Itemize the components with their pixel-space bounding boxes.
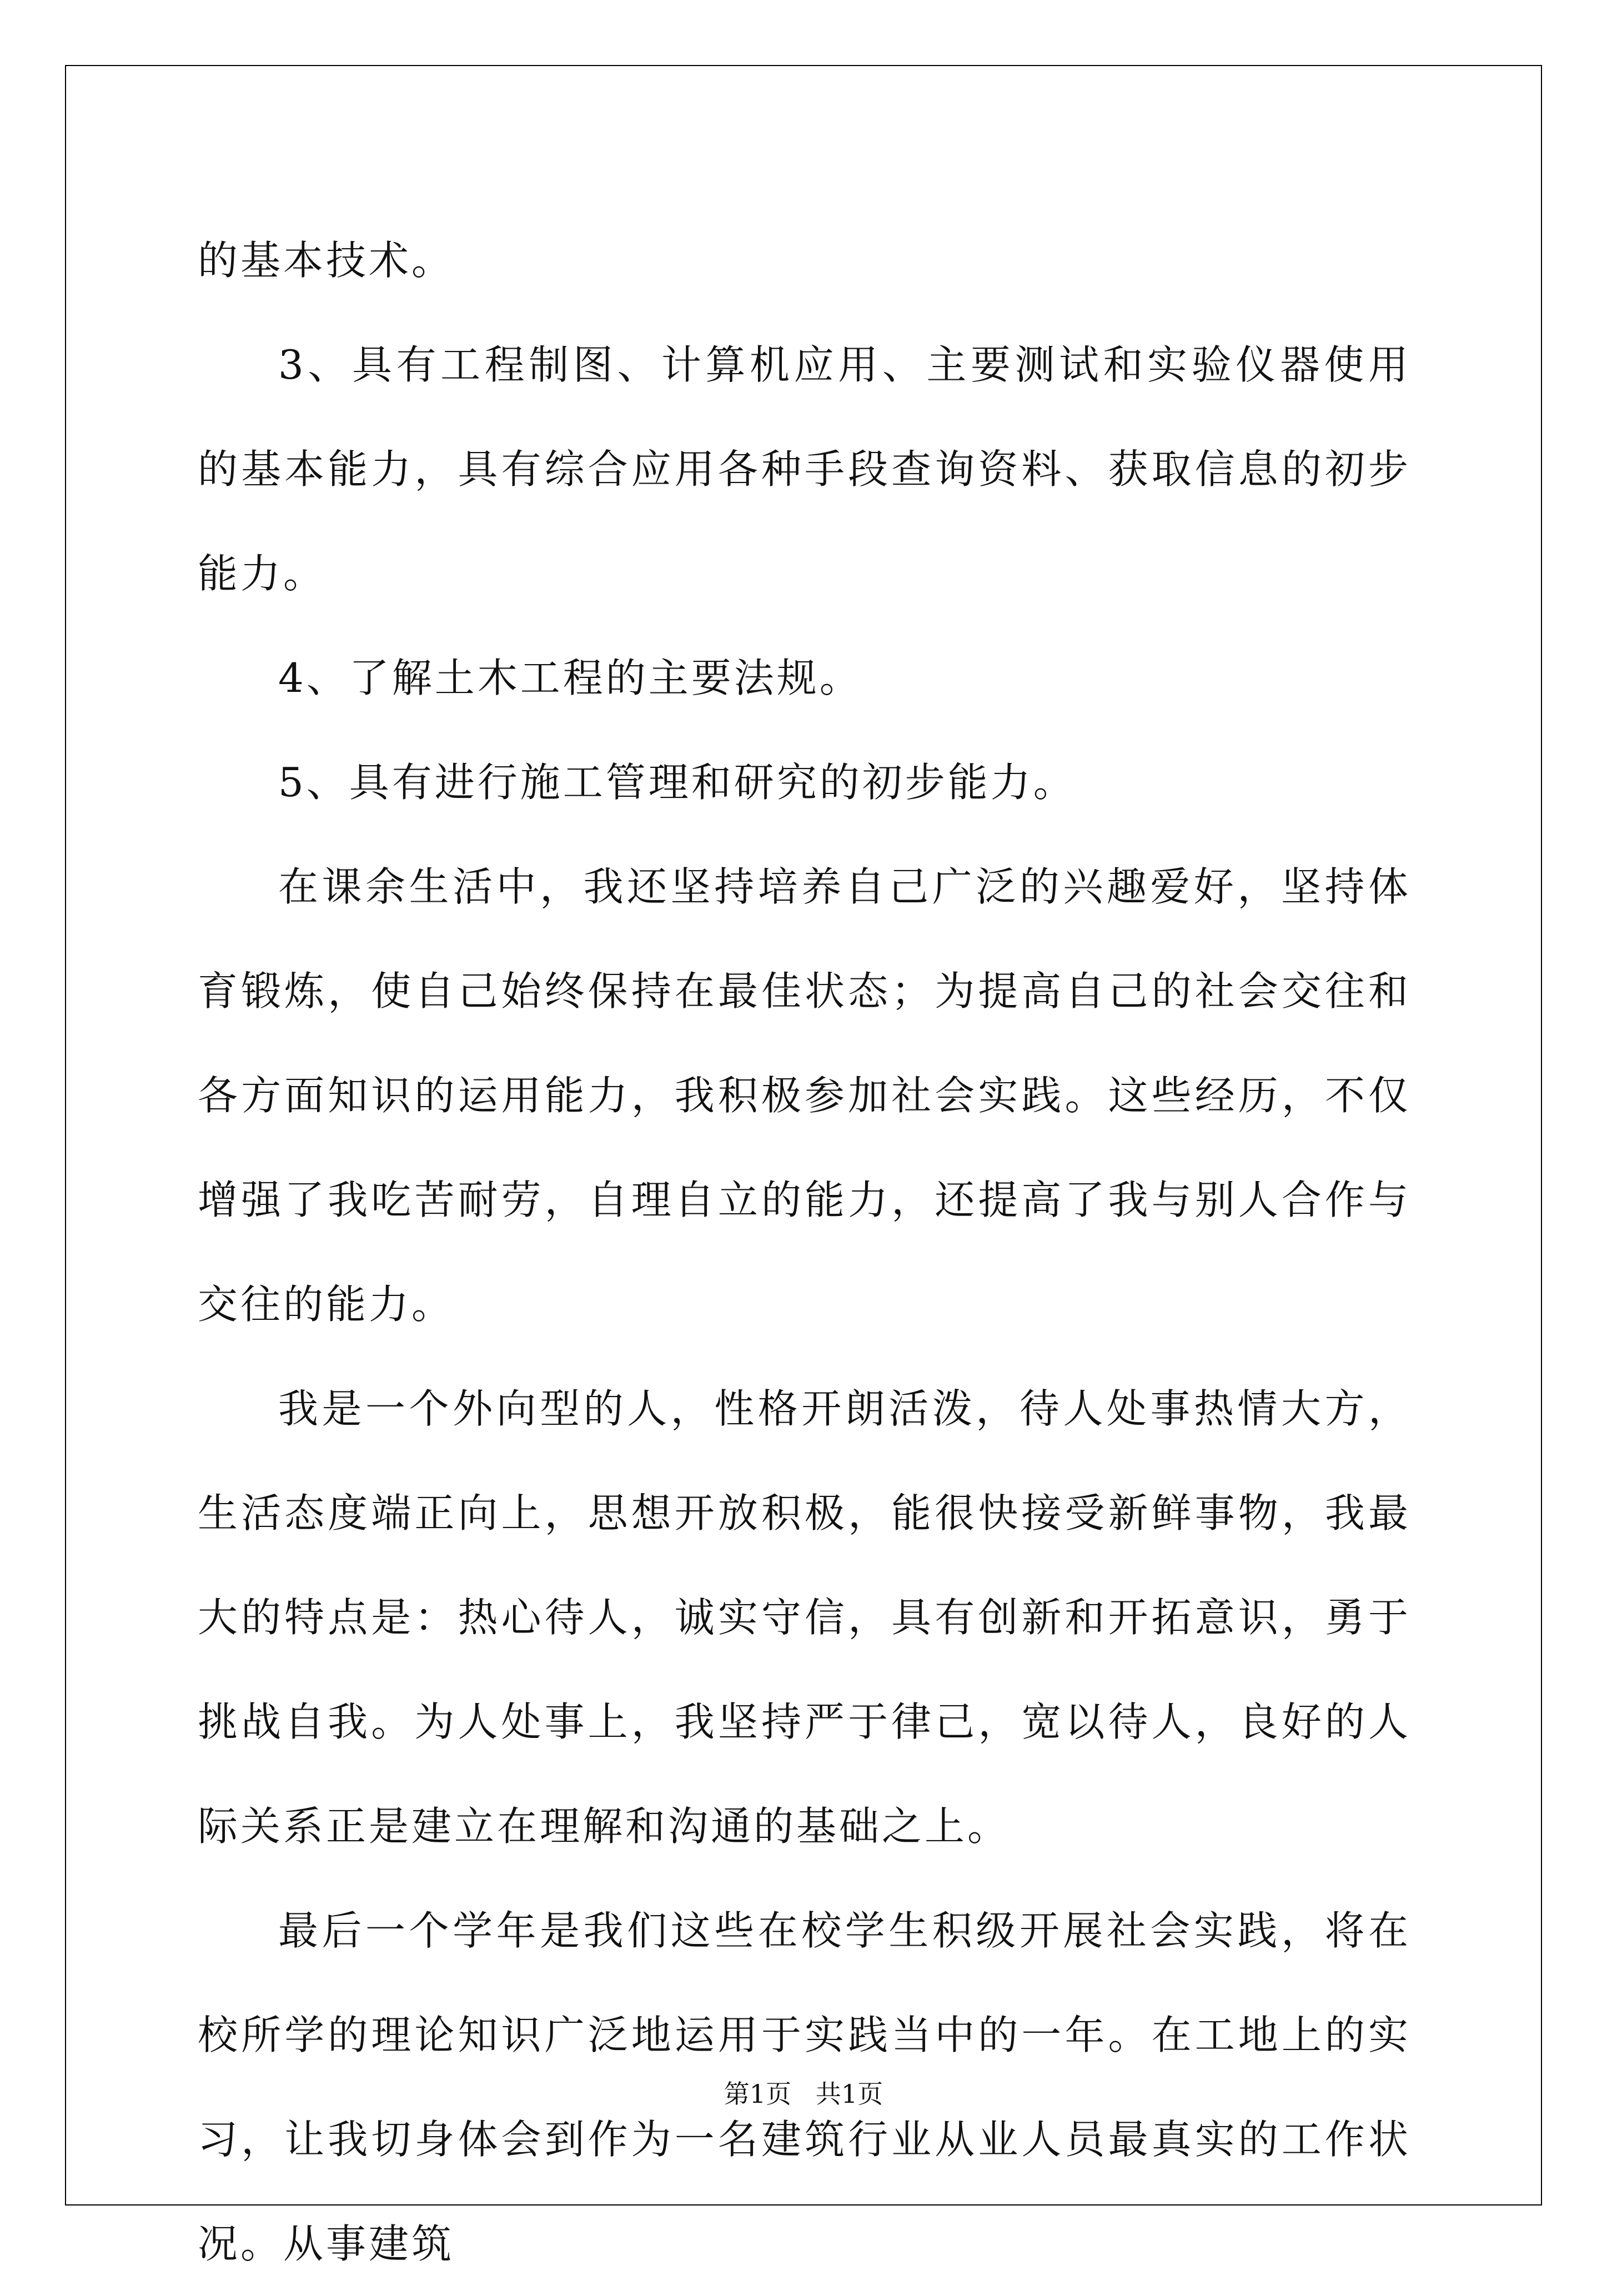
document-body xyxy=(198,208,1411,2296)
page-number-footer: 第1页 共1页 xyxy=(724,2079,883,2109)
paragraph-final-year: 最后一个学年是我们这些在校学生积级开展社会实践，将在校所学的理论知识广泛地运用于实践当中的一年。在工地上的实习，让我切身体会到作为一名建筑行业从业人员最真实的工作状况。从事建筑 xyxy=(198,1907,1411,2267)
paragraph-item-4: 4、了解土木工程的主要法规。 xyxy=(278,655,862,701)
paragraph-hobbies: 在课余生活中，我还坚持培养自己广泛的兴趣爱好，坚持体育锻炼，使自己始终保持在最佳状态；为提高自己的社会交往和各方面知识的运用能力，我积极参加社会实践。这些经历，不仅增强了我吃苦耐劳，自理自立的能力，还提高了我与别人合作与交往的能力。 xyxy=(198,863,1411,1328)
paragraph-item-3: 3、具有工程制图、计算机应用、主要测试和实验仪器使用的基本能力，具有综合应用各种手段查询资料、获取信息的初步能力。 xyxy=(198,341,1411,597)
paragraph-item-5: 5、具有进行施工管理和研究的初步能力。 xyxy=(278,759,1076,806)
paragraph-personality: 我是一个外向型的人，性格开朗活泼，待人处事热情大方，生活态度端正向上，思想开放积极，能很快接受新鲜事物，我最大的特点是：热心待人，诚实守信，具有创新和开拓意识，勇于挑战自我。为人处事上，我坚持严于律己，宽以待人，良好的人际关系正是建立在理解和沟通的基础之上。 xyxy=(198,1385,1411,1850)
paragraph-continuation: 的基本技术。 xyxy=(198,237,455,284)
